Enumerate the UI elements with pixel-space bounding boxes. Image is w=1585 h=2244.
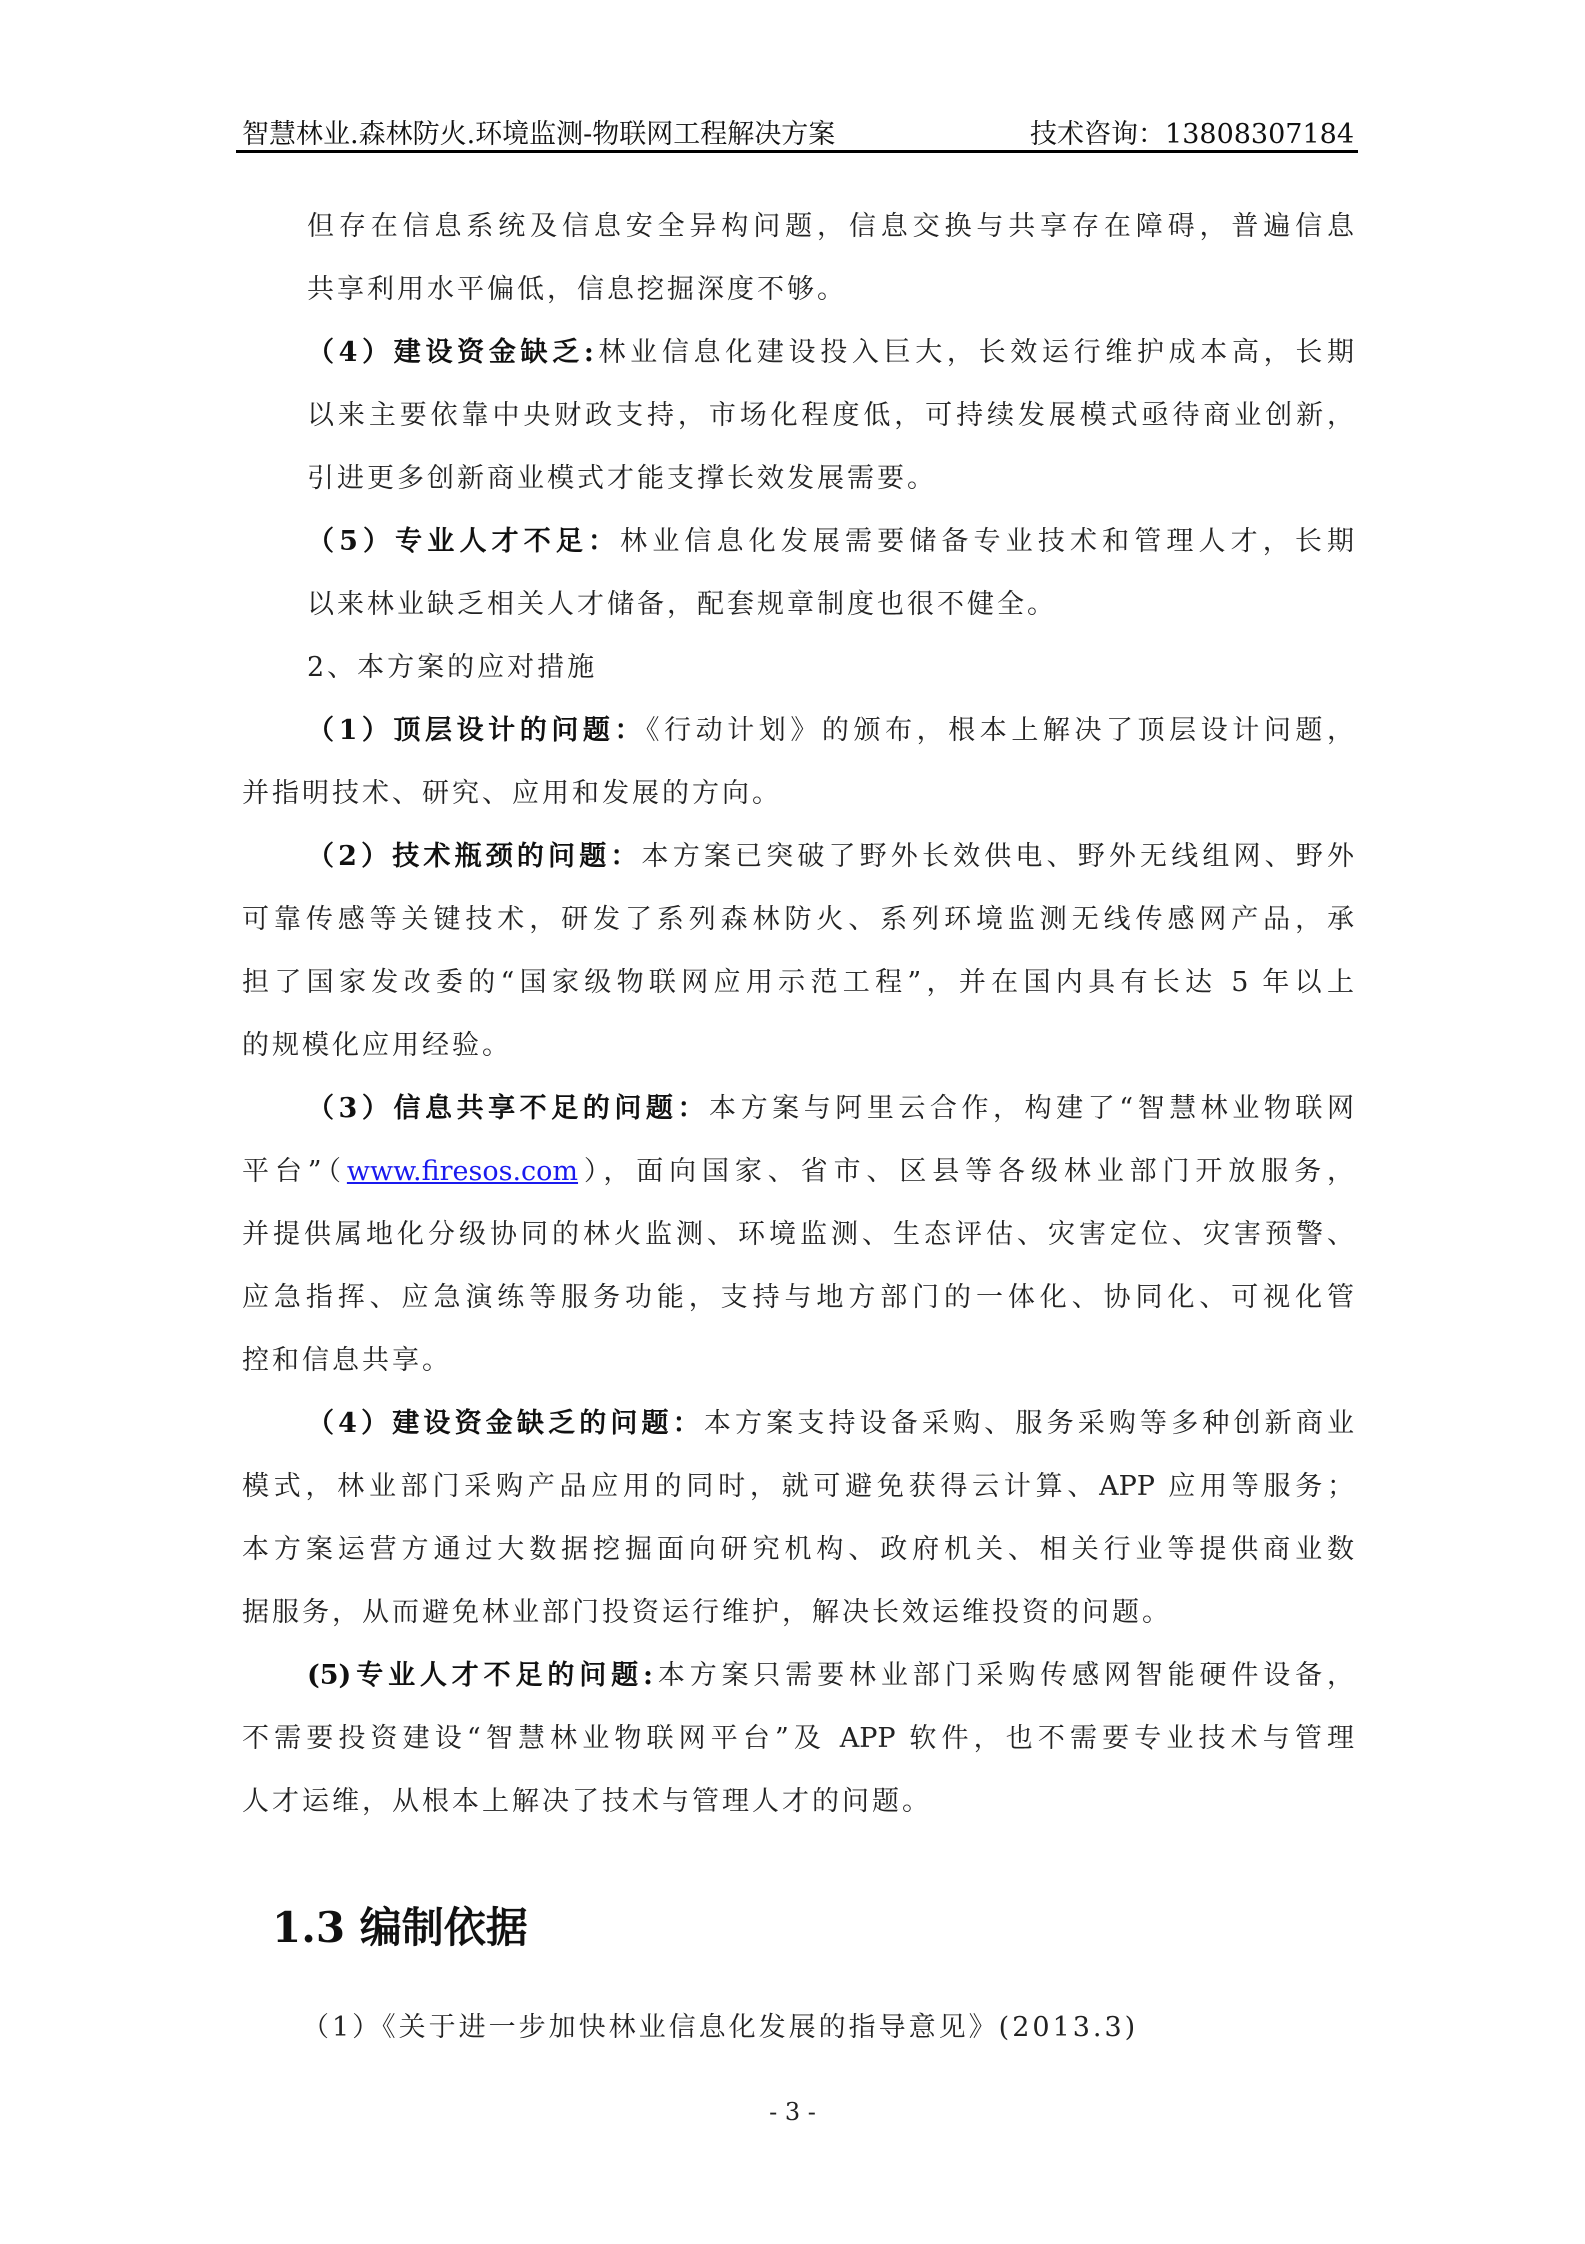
text: 《行动计划》的颁布，根本上解决了顶层设计问题，	[646, 715, 1354, 746]
text-line: 可靠传感等关键技术，研发了系列森林防火、系列环境监测无线传感网产品，承	[242, 904, 1354, 935]
document-body	[242, 195, 1354, 2059]
measure-2	[242, 825, 1354, 1077]
text-line	[242, 1644, 1354, 1707]
contact-info: 技术咨询：13808307184	[1030, 119, 1354, 150]
text-line: 据服务，从而避免林业部门投资运行维护，解决长效运维投资的问题。	[242, 1597, 1172, 1628]
document-title: 智慧林业.森林防火.环境监测-物联网工程解决方案	[242, 119, 836, 150]
paragraph-lead: （3）信息共享不足的问题：	[307, 1093, 710, 1124]
basis-item: （1）《关于进一步加快林业信息化发展的指导意见》(2013.3)	[302, 2012, 1139, 2043]
text-line: 本方案运营方通过大数据挖掘面向研究机构、政府机关、相关行业等提供商业数	[242, 1534, 1354, 1565]
text-line: 以来林业缺乏相关人才储备，配套规章制度也很不健全。	[307, 589, 1057, 620]
website-link[interactable]: www.firesos.com	[346, 1156, 579, 1187]
text-line: 担了国家发改委的“国家级物联网应用示范工程”，并在国内具有长达 5 年以上	[242, 967, 1354, 998]
measure-3	[242, 1077, 1354, 1392]
text-line: 人才运维，从根本上解决了技术与管理人才的问题。	[242, 1786, 932, 1817]
text-line	[242, 510, 1354, 573]
measure-5	[242, 1644, 1354, 1833]
paragraph-lead: （5）专业人才不足：	[307, 526, 621, 557]
measure-4	[242, 1392, 1354, 1644]
text: ），面向国家、省市、区县等各级林业部门开放服务，	[578, 1156, 1354, 1187]
text-line: 模式，林业部门采购产品应用的同时，就可避免获得云计算、APP 应用等服务；	[242, 1471, 1354, 1502]
section-heading: 1.3 编制依据	[272, 1903, 528, 1952]
paragraph-lead: （2）技术瓶颈的问题：	[307, 841, 642, 872]
paragraph-lead: （4）建设资金缺乏的问题：	[307, 1408, 704, 1439]
text-line: 应急指挥、应急演练等服务功能，支持与地方部门的一体化、协同化、可视化管	[242, 1282, 1354, 1313]
text-line: 并提供属地化分级协同的林火监测、环境监测、生态评估、灾害定位、灾害预警、	[242, 1219, 1354, 1250]
text-line: 共享利用水平偏低，信息挖掘深度不够。	[307, 274, 847, 305]
text-line: 的规模化应用经验。	[242, 1030, 512, 1061]
text-line	[242, 825, 1354, 888]
paragraph-lead: （1）顶层设计的问题：	[307, 715, 647, 746]
section-subtitle: 2、本方案的应对措施	[307, 652, 598, 683]
text: 林业信息化建设投入巨大，长效运行维护成本高，长期	[593, 337, 1354, 368]
text-line: 引进更多创新商业模式才能支撑长效发展需要。	[307, 463, 937, 494]
text: 本方案只需要林业部门采购传感网智能硬件设备，	[652, 1660, 1354, 1691]
text: 本方案支持设备采购、服务采购等多种创新商业	[703, 1408, 1354, 1439]
text-line	[242, 1077, 1354, 1140]
paragraph-lead: (5)专业人才不足的问题:	[307, 1660, 653, 1691]
text: 本方案已突破了野外长效供电、野外无线组网、野外	[641, 841, 1354, 872]
text-line: 但存在信息系统及信息安全异构问题，信息交换与共享存在障碍，普遍信息	[307, 211, 1354, 242]
measure-1	[242, 699, 1354, 825]
text-line: 以来主要依靠中央财政支持，市场化程度低，可持续发展模式亟待商业创新，	[307, 400, 1354, 431]
page-number: - 3 -	[769, 2098, 816, 2126]
header-divider	[236, 150, 1358, 153]
paragraph-lead: （4）建设资金缺乏:	[307, 337, 594, 368]
text-line: 并指明技术、研究、应用和发展的方向。	[242, 778, 782, 809]
text: 林业信息化发展需要储备专业技术和管理人才，长期	[620, 526, 1354, 557]
text: 平台”（	[242, 1156, 347, 1187]
top-paragraphs	[242, 195, 1354, 636]
text-line	[242, 699, 1354, 762]
text: 本方案与阿里云合作，构建了“智慧林业物联网	[709, 1093, 1354, 1124]
text-line: 不需要投资建设“智慧林业物联网平台”及 APP 软件，也不需要专业技术与管理	[242, 1723, 1354, 1754]
text-line: 控和信息共享。	[242, 1345, 452, 1376]
text-line	[242, 321, 1354, 384]
text-line	[242, 1392, 1354, 1455]
text-line	[242, 1140, 1354, 1203]
